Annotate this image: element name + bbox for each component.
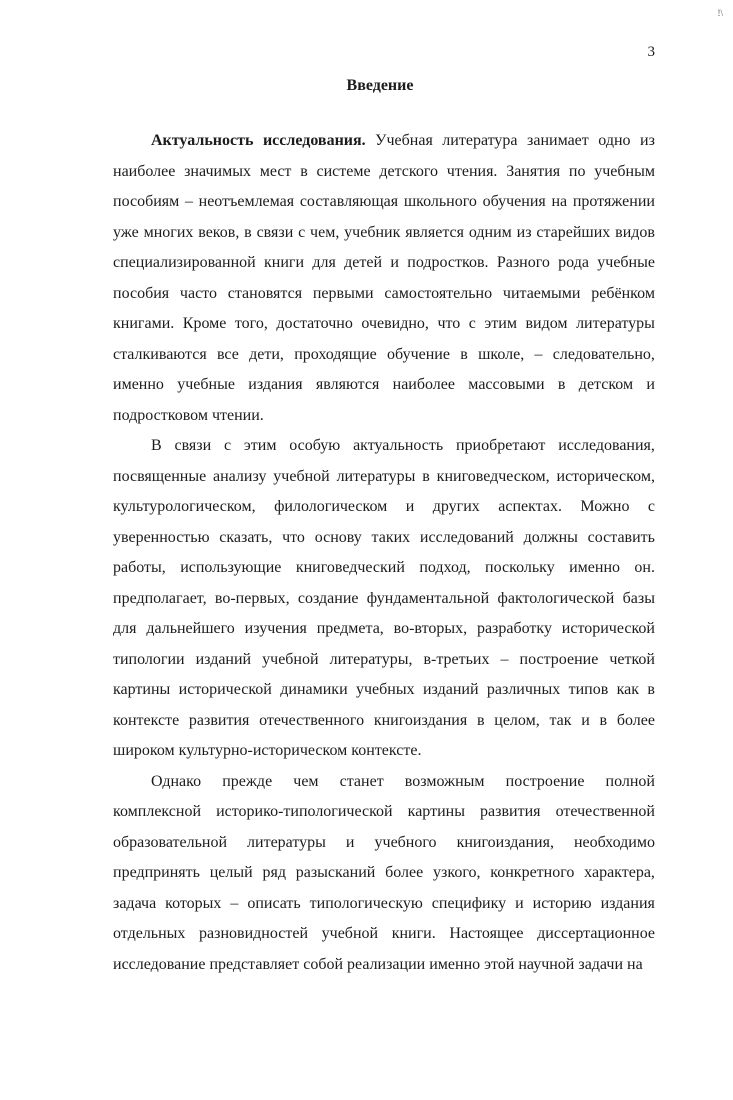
line-text: широком культурно-историческом контексте. (113, 742, 422, 759)
text-line (113, 797, 655, 828)
word: предполагает, (113, 589, 207, 607)
word: подход, (419, 559, 471, 576)
word: так (549, 711, 572, 729)
word: системе (316, 162, 371, 180)
text-line (113, 706, 655, 737)
word: ряд (262, 864, 286, 881)
word: с (468, 315, 476, 332)
word: учебные (177, 376, 235, 393)
word: характера, (584, 864, 655, 881)
word: исследования, (558, 437, 655, 454)
word: обучение (387, 345, 450, 363)
word: он. (634, 559, 655, 576)
word: веков, (198, 223, 240, 241)
corner-mark: !\ (717, 8, 723, 18)
word: картины (407, 803, 465, 820)
word: составить (587, 528, 655, 546)
text-line (113, 279, 655, 310)
word: литература (442, 132, 518, 149)
word: и (390, 254, 399, 271)
word: Учебная (375, 132, 433, 149)
word: одним (468, 223, 512, 241)
word: для (312, 254, 336, 271)
word: в (647, 681, 655, 698)
word: – (534, 345, 543, 363)
word: четкой (609, 650, 655, 668)
word: детском (578, 376, 634, 393)
word: Разного (496, 254, 550, 271)
word: Кроме (182, 315, 227, 332)
word: основу (314, 528, 362, 546)
word: Однако (151, 772, 202, 790)
text-line (113, 126, 655, 157)
text-line (113, 950, 655, 981)
word: с (298, 223, 306, 241)
word: более (385, 864, 424, 881)
word: – (500, 650, 509, 668)
line-text: исследование представляет собой реализации именно этой научной задачи на (113, 955, 643, 973)
line-text: подростковом чтении. (113, 406, 264, 424)
word: является (405, 223, 464, 241)
word: типологическую (309, 894, 423, 912)
word: что (282, 528, 305, 546)
text-line (113, 858, 655, 889)
word: именно (113, 376, 164, 393)
word: из (640, 132, 655, 149)
word: в (460, 345, 468, 363)
word: – (230, 894, 239, 912)
word: полной (605, 772, 655, 790)
word: дети, (249, 345, 284, 363)
word: филологическом (274, 498, 388, 515)
word: отдельных (113, 925, 186, 942)
text-line (113, 370, 655, 401)
word: проходящие (294, 345, 377, 363)
word: пособиям (113, 193, 180, 210)
word: чтения. (446, 162, 498, 180)
word: работы, (113, 559, 166, 576)
word: что (437, 315, 461, 332)
word: школе, (478, 345, 525, 363)
word: учебные (597, 254, 655, 271)
word: целый (209, 864, 253, 881)
word: во-вторых, (393, 620, 468, 637)
word: фактологической (497, 589, 615, 607)
word: историю (532, 894, 592, 912)
text-line (113, 340, 655, 371)
word: в (422, 467, 430, 485)
word: учебник (344, 223, 401, 241)
word: в (300, 162, 308, 180)
word: в (244, 223, 252, 241)
word: задача (113, 894, 157, 912)
word: необходимо (573, 833, 655, 851)
word: исследований (419, 528, 514, 546)
word: наиболее (113, 162, 176, 180)
word: учебного (374, 833, 437, 851)
word: – (184, 193, 193, 210)
text-line (113, 828, 655, 859)
word: в (557, 376, 566, 393)
word: самостоятельно (384, 284, 493, 302)
word: книгоиздания, (456, 833, 554, 851)
word: специфику (431, 894, 507, 912)
text-line (113, 889, 655, 920)
text-line (113, 584, 655, 615)
word: школьного (403, 193, 477, 210)
word: развития (480, 803, 541, 820)
text-line (113, 553, 655, 584)
word: становятся (227, 284, 303, 302)
paragraph (113, 126, 655, 431)
word: подростков. (407, 254, 489, 271)
word: связи (256, 223, 294, 241)
section-title: Введение (346, 77, 414, 94)
word: чем, (310, 223, 340, 241)
word: типологии (113, 650, 185, 668)
word: которых (165, 894, 222, 912)
word: отечественного (259, 711, 365, 729)
page-number: 3 (647, 44, 655, 60)
word: описать (247, 894, 301, 912)
word: того, (234, 315, 268, 332)
word: станет (339, 772, 384, 790)
text-line (113, 675, 655, 706)
word: более (616, 711, 655, 729)
word: по (568, 162, 586, 180)
word: видом (525, 315, 568, 332)
word: в-третьих (423, 650, 490, 668)
word: связи (174, 437, 212, 454)
word: детей (344, 254, 383, 271)
word: разысканий (295, 864, 376, 881)
word: этим (243, 437, 277, 454)
text-line (113, 218, 655, 249)
word: построение (519, 650, 599, 668)
word: предмета, (316, 620, 384, 637)
word: и (405, 498, 415, 515)
word: фундаментальной (366, 589, 490, 607)
word: для (113, 620, 137, 637)
word: аспектах. (498, 498, 562, 515)
word: актуальность (353, 437, 444, 454)
word: книгоиздания (373, 711, 468, 729)
word: этим (484, 315, 517, 332)
word: с (223, 437, 232, 454)
word: динамики (280, 681, 348, 698)
word: занимает (527, 132, 589, 149)
word: изучения (244, 620, 307, 637)
word: предпринять (113, 864, 200, 881)
body-text (113, 126, 655, 980)
word: издания (248, 376, 303, 393)
word: разработку (476, 620, 552, 637)
word: В (151, 437, 162, 454)
word: таких (371, 528, 411, 546)
word: отечественной (555, 803, 655, 820)
word: прежде (222, 772, 273, 790)
word: уверенностью (113, 528, 210, 546)
word: литературы (576, 315, 655, 332)
word: книги. (391, 925, 436, 942)
word: построение (505, 772, 585, 790)
text-line (113, 645, 655, 676)
text-line (113, 187, 655, 218)
word: Занятия (506, 162, 561, 180)
word: книговедческий (295, 559, 405, 576)
word: различных (486, 681, 561, 698)
word: многих (143, 223, 194, 241)
word: именно (569, 559, 621, 576)
word: учебной (273, 467, 330, 485)
word: детского (379, 162, 439, 180)
word: комплексной (113, 803, 202, 820)
word: одно (598, 132, 631, 149)
word: достаточно (276, 315, 353, 332)
word: часто (179, 284, 217, 302)
word: литературы, (329, 650, 413, 668)
word: и (515, 894, 524, 912)
word: из (516, 223, 532, 241)
word: картины (113, 681, 171, 698)
word: контексте (113, 711, 180, 729)
word: пособия (113, 284, 170, 302)
word: чем (293, 772, 319, 790)
text-line (113, 614, 655, 645)
text-line (113, 919, 655, 950)
word: наиболее (392, 376, 455, 393)
word: учебных (356, 681, 415, 698)
word: издания (600, 894, 655, 912)
word: диссертационное (537, 925, 655, 942)
word: книговедческом, (436, 467, 550, 485)
word: конкретного (490, 864, 575, 881)
word: неотъемлемая (198, 193, 295, 210)
word: исторической (178, 681, 272, 698)
text-line (113, 523, 655, 554)
word: во-первых, (214, 589, 290, 607)
word: исследования. (262, 132, 366, 149)
word: видов (615, 223, 655, 241)
word: Можно (580, 498, 630, 515)
word: поскольку (485, 559, 555, 576)
word: рода (558, 254, 589, 271)
word: в (599, 711, 608, 729)
word: дальнейшего (146, 620, 235, 637)
word: на (551, 193, 568, 210)
word: Настоящее (449, 925, 524, 942)
word: очевидно, (361, 315, 429, 332)
word: историческом, (556, 467, 655, 485)
word: изданий (422, 681, 479, 698)
word: являются (315, 376, 380, 393)
word: разновидностей (199, 925, 309, 942)
word: сталкиваются (113, 345, 207, 363)
word: специализированной (113, 254, 256, 271)
word: значимых (184, 162, 251, 180)
word: узкого, (433, 864, 481, 881)
word: ребёнком (591, 284, 655, 302)
word: приобретают (455, 437, 546, 454)
text-line (113, 248, 655, 279)
word: старейших (536, 223, 611, 241)
word: культурологическом, (113, 498, 256, 515)
word: Актуальность (151, 132, 254, 149)
word: учебной (262, 650, 319, 668)
word: и (581, 711, 590, 729)
text-line (113, 401, 655, 432)
word: книгами. (113, 315, 175, 332)
word: протяжении (572, 193, 655, 210)
word: использующие (180, 559, 282, 576)
paragraph (113, 767, 655, 981)
word: учебной (321, 925, 379, 942)
word: историко-типологической (216, 803, 393, 820)
text-line (113, 157, 655, 188)
text-line (113, 736, 655, 767)
word: мест (259, 162, 292, 180)
word: книги (264, 254, 305, 271)
word: особую (289, 437, 341, 454)
word: и (646, 376, 655, 393)
word: анализу (213, 467, 267, 485)
word: составляющая (299, 193, 399, 210)
word: следовательно, (552, 345, 655, 363)
word: посвященные (113, 467, 207, 485)
word: уже (113, 223, 139, 241)
word: создание (297, 589, 359, 607)
word: целом, (494, 711, 540, 729)
paragraph (113, 431, 655, 767)
word: учебным (594, 162, 655, 180)
word: развития (188, 711, 250, 729)
word: первыми (312, 284, 374, 302)
word: с (647, 498, 655, 515)
word: все (216, 345, 239, 363)
word: массовыми (468, 376, 545, 393)
word: читаемыми (502, 284, 581, 302)
word: изданий (195, 650, 252, 668)
word: базы (622, 589, 655, 607)
word: возможным (404, 772, 485, 790)
text-line (113, 767, 655, 798)
text-line (113, 492, 655, 523)
word: типов (568, 681, 609, 698)
word: обучения (482, 193, 546, 210)
text-line (113, 309, 655, 340)
word: как (616, 681, 640, 698)
text-line (113, 462, 655, 493)
word: в (476, 711, 485, 729)
word: образовательной (113, 833, 227, 851)
word: исторической (561, 620, 655, 637)
word: и (345, 833, 355, 851)
text-line (113, 431, 655, 462)
word: литературы (247, 833, 326, 851)
word: литературы (336, 467, 416, 485)
word: должны (523, 528, 578, 546)
word: других (432, 498, 480, 515)
word: сказать, (219, 528, 273, 546)
